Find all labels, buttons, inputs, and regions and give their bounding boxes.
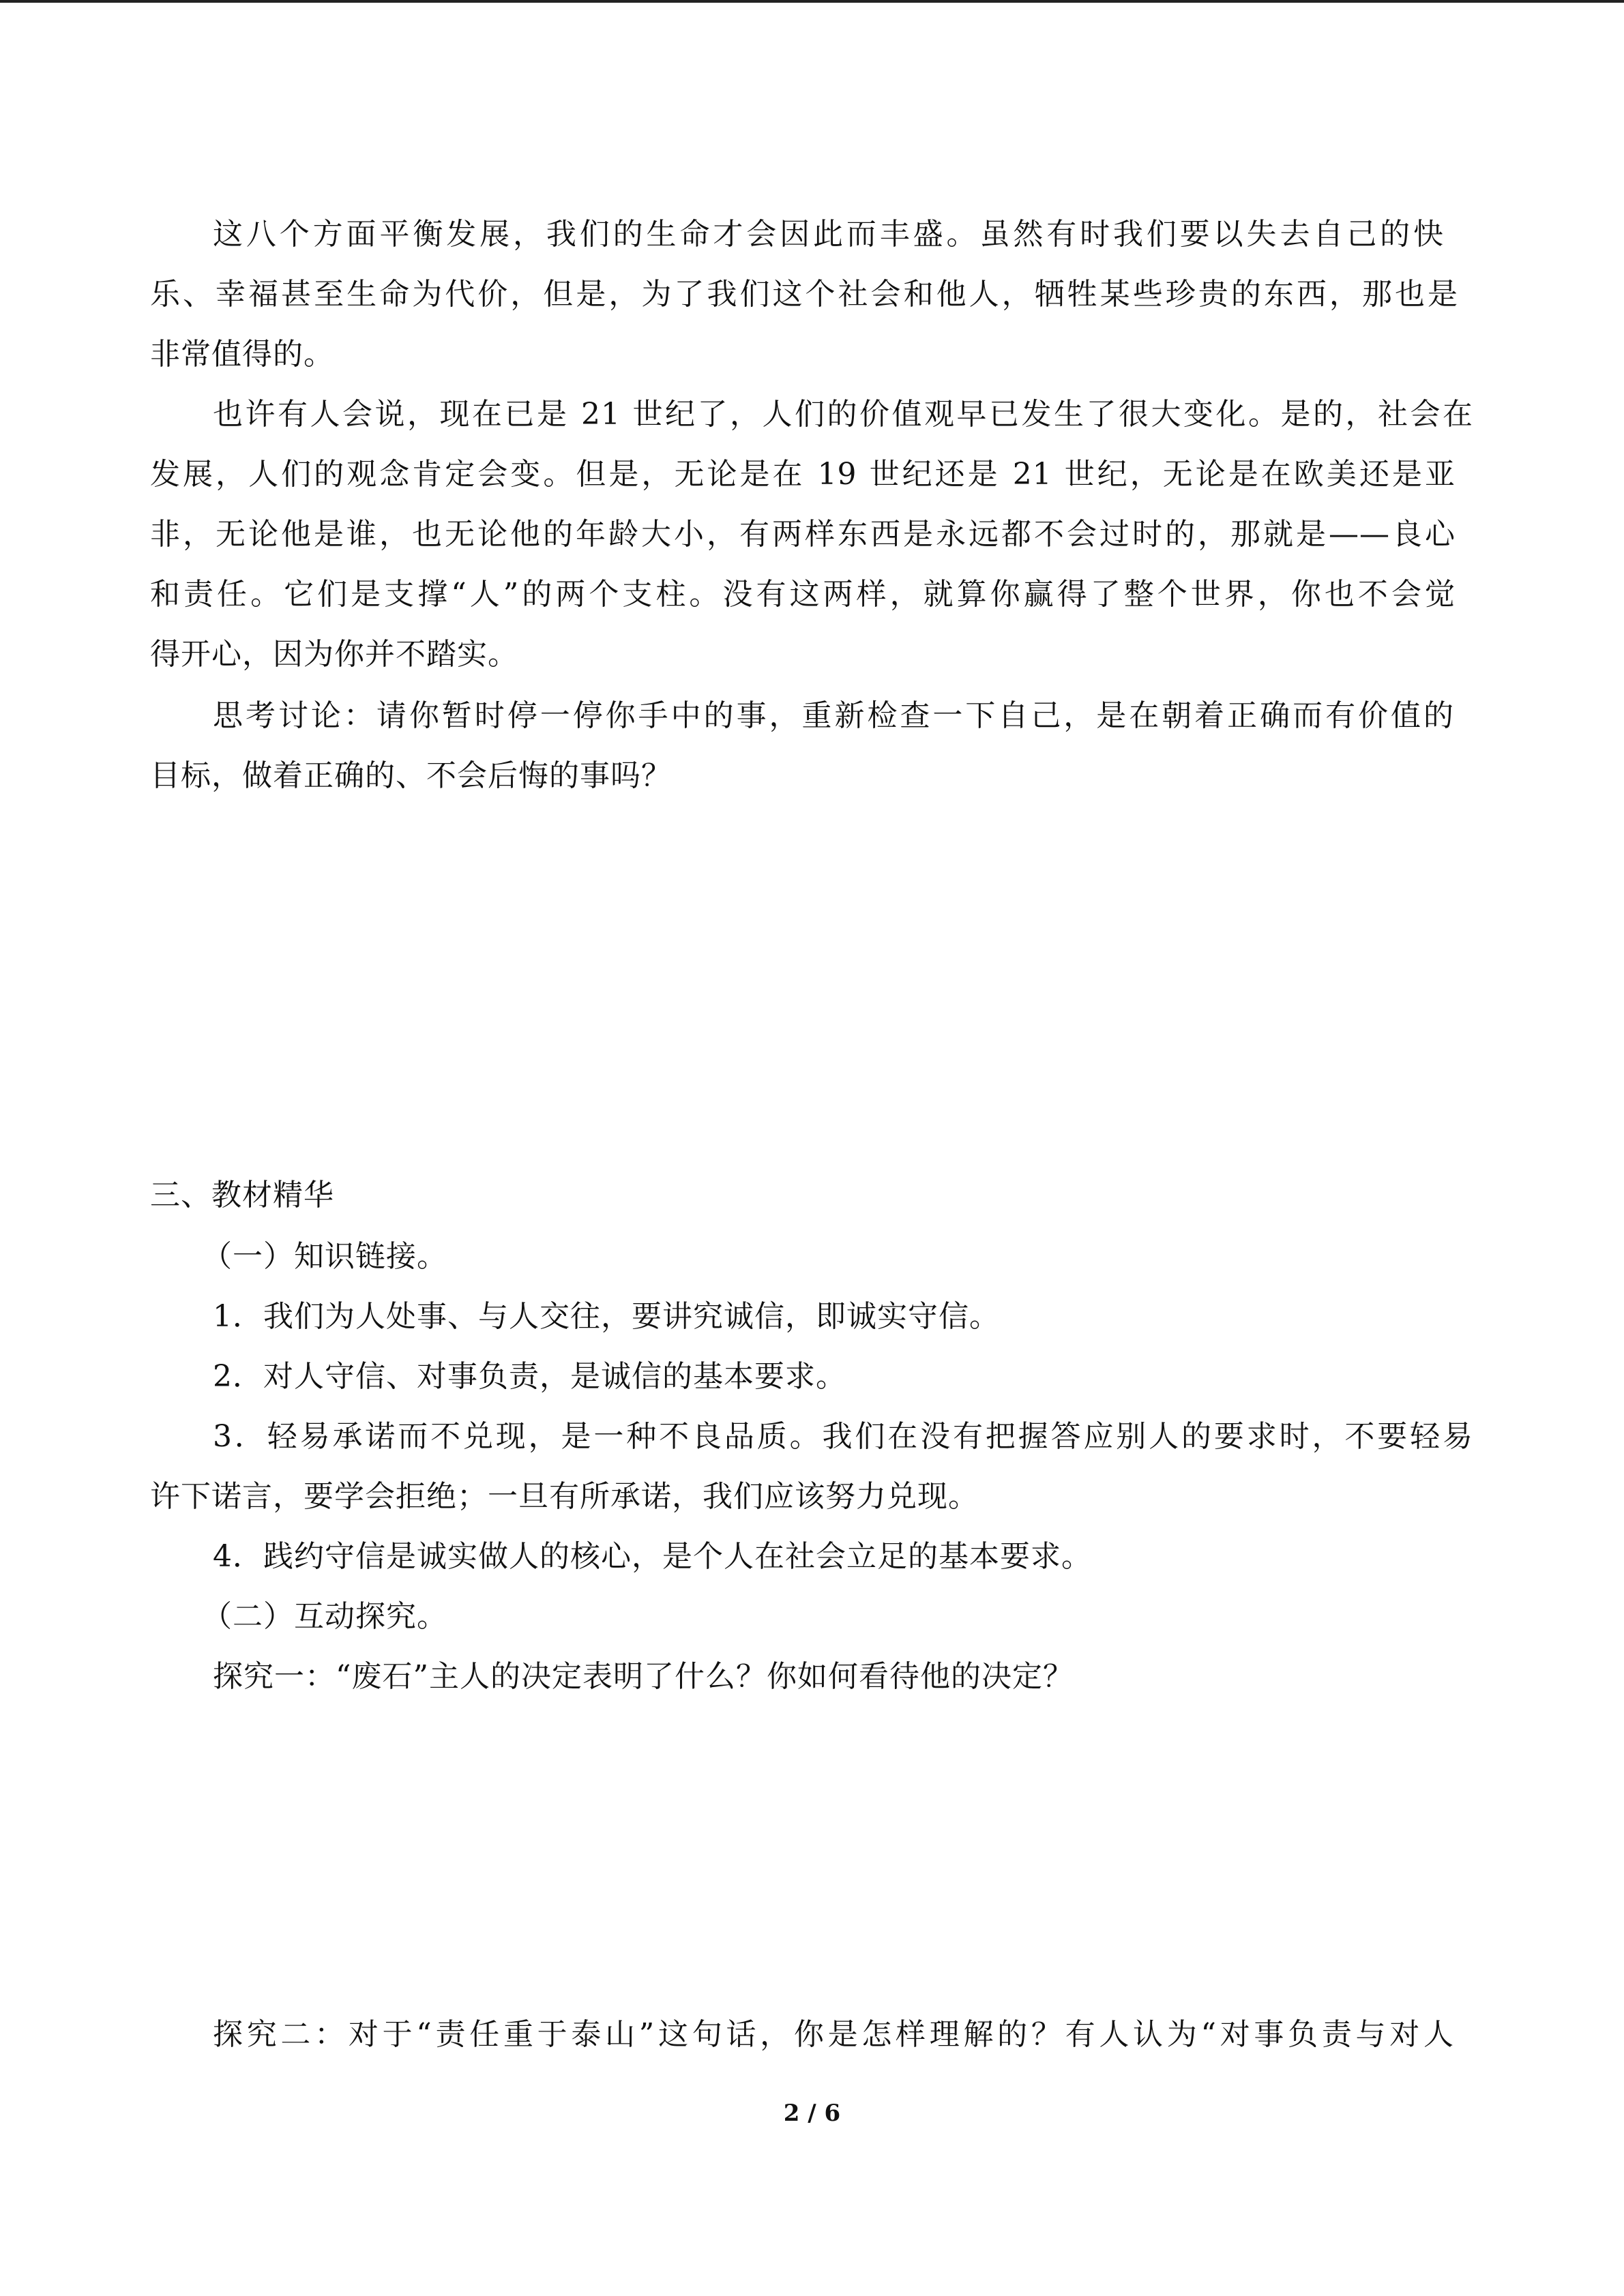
paragraph-2-line-4: 和责任。它们是支撑“人”的两个支柱。没有这两样，就算你赢得了整个世界，你也不会觉 bbox=[150, 577, 1456, 612]
inquiry-1: 探究一：“废石”主人的决定表明了什么？你如何看待他的决定？ bbox=[213, 1659, 1074, 1694]
discussion-line-2: 目标，做着正确的、不会后悔的事吗？ bbox=[150, 758, 672, 793]
paragraph-2-line-5: 得开心，因为你并不踏实。 bbox=[150, 637, 518, 672]
paragraph-2-line-3: 非，无论他是谁，也无论他的年龄大小，有两样东西是永远都不会过时的，那就是——良心 bbox=[150, 517, 1456, 552]
paragraph-1-line-2: 乐、幸福甚至生命为代价，但是，为了我们这个社会和他人，牺牲某些珍贵的东西，那也是 bbox=[150, 277, 1458, 312]
paragraph-1-line-3: 非常值得的。 bbox=[150, 337, 334, 372]
knowledge-item-2: 2．对人守信、对事负责，是诚信的基本要求。 bbox=[213, 1359, 846, 1394]
section-heading: 三、教材精华 bbox=[150, 1178, 334, 1212]
inquiry-2: 探究二：对于“责任重于泰山”这句话，你是怎样理解的？有人认为“对事负责与对人 bbox=[213, 2017, 1454, 2052]
knowledge-item-4: 4．践约守信是诚实做人的核心，是个人在社会立足的基本要求。 bbox=[213, 1539, 1092, 1574]
knowledge-item-3-line-1: 3．轻易承诺而不兑现，是一种不良品质。我们在没有把握答应别人的要求时，不要轻易 bbox=[213, 1419, 1473, 1454]
paragraph-2-line-1: 也许有人会说，现在已是 21 世纪了，人们的价值观早已发生了很大变化。是的，社会在 bbox=[213, 397, 1473, 432]
paragraph-1-line-1: 这八个方面平衡发展，我们的生命才会因此而丰盛。虽然有时我们要以失去自己的快 bbox=[213, 217, 1444, 252]
knowledge-item-3-line-2: 许下诺言，要学会拒绝；一旦有所承诺，我们应该努力兑现。 bbox=[150, 1479, 979, 1514]
paragraph-2-line-2: 发展，人们的观念肯定会变。但是，无论是在 19 世纪还是 21 世纪，无论是在欧美还是亚 bbox=[150, 457, 1456, 492]
discussion-line-1: 思考讨论：请你暂时停一停你手中的事，重新检查一下自己，是在朝着正确而有价值的 bbox=[213, 698, 1454, 733]
knowledge-item-1: 1．我们为人处事、与人交往，要讲究诚信，即诚实守信。 bbox=[213, 1299, 1000, 1334]
subsection-interactive-inquiry: （二）互动探究。 bbox=[202, 1599, 447, 1634]
subsection-knowledge-link: （一）知识链接。 bbox=[202, 1239, 447, 1274]
page-number: 2 / 6 bbox=[783, 2100, 841, 2127]
